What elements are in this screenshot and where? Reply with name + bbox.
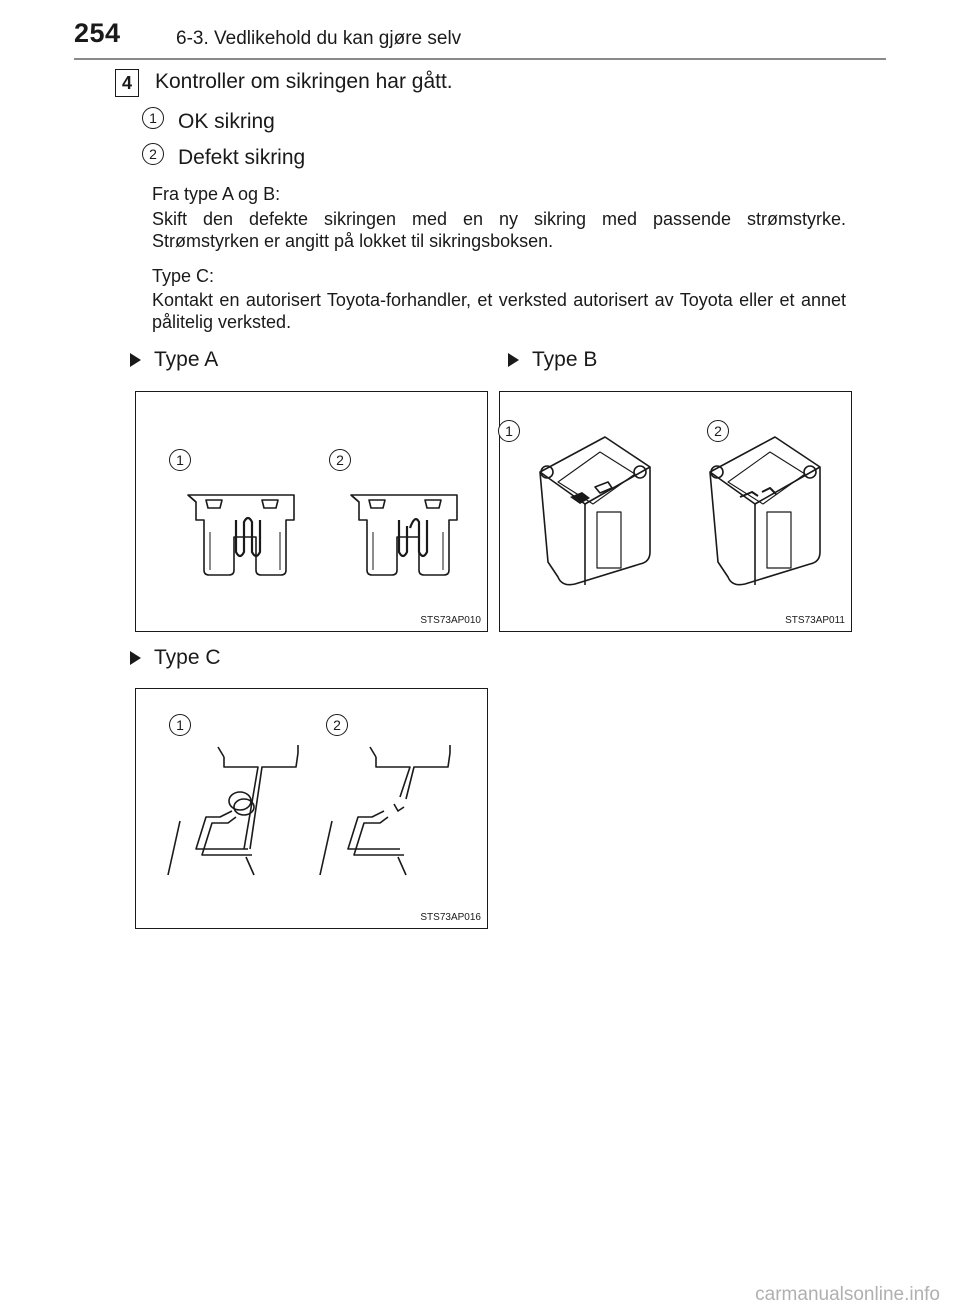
- item-label-ok-fuse: OK sikring: [178, 110, 275, 133]
- callout-defect: 2: [707, 420, 729, 442]
- page-number: 254: [74, 18, 121, 48]
- triangle-bullet-icon: [508, 353, 519, 367]
- type-b-heading-text: Type B: [532, 348, 598, 371]
- step-number-badge: 4: [115, 69, 139, 97]
- type-ab-heading: Fra type A og B:: [152, 184, 281, 204]
- triangle-bullet-icon: [130, 353, 141, 367]
- callout-defect: 2: [329, 449, 351, 471]
- section-title: 6-3. Vedlikehold du kan gjøre selv: [176, 28, 462, 49]
- figure-type-a: [135, 391, 488, 632]
- callout-defect: 2: [326, 714, 348, 736]
- type-c-instruction: Kontakt en autorisert Toyota-forhandler, et verksted autorisert av Toyota eller et annet pålitelig verksted.: [152, 290, 846, 332]
- type-ab-instruction: Skift den defekte sikringen med en ny sikring med passende strømstyrke. Strømstyrken er angitt på lokket til sikringsboksen.: [152, 209, 846, 251]
- type-a-heading-text: Type A: [154, 348, 219, 371]
- type-a-heading: [130, 348, 218, 372]
- figure-code: STS73AP010: [420, 615, 481, 626]
- callout-ok: 1: [498, 420, 520, 442]
- step-instruction: Kontroller om sikringen har gått.: [155, 70, 453, 93]
- figure-type-b: [499, 391, 852, 632]
- item-marker-ok: 1: [142, 107, 164, 129]
- type-c-heading-label: [130, 646, 221, 670]
- blade-fuse-illustration: [136, 392, 489, 633]
- triangle-bullet-icon: [130, 651, 141, 665]
- site-watermark: carmanualsonline.info: [755, 1284, 940, 1305]
- item-marker-defect: 2: [142, 143, 164, 165]
- callout-ok: 1: [169, 714, 191, 736]
- type-c-heading-text: Type C: [154, 646, 221, 669]
- figure-code: STS73AP016: [420, 912, 481, 923]
- header-divider: [74, 58, 886, 60]
- callout-ok: 1: [169, 449, 191, 471]
- type-c-heading: Type C:: [152, 266, 215, 286]
- figure-code: STS73AP011: [785, 615, 845, 626]
- type-b-heading: [508, 348, 597, 372]
- cartridge-fuse-illustration: [500, 392, 853, 633]
- figure-type-c: [135, 688, 488, 929]
- item-label-defect-fuse: Defekt sikring: [178, 146, 306, 169]
